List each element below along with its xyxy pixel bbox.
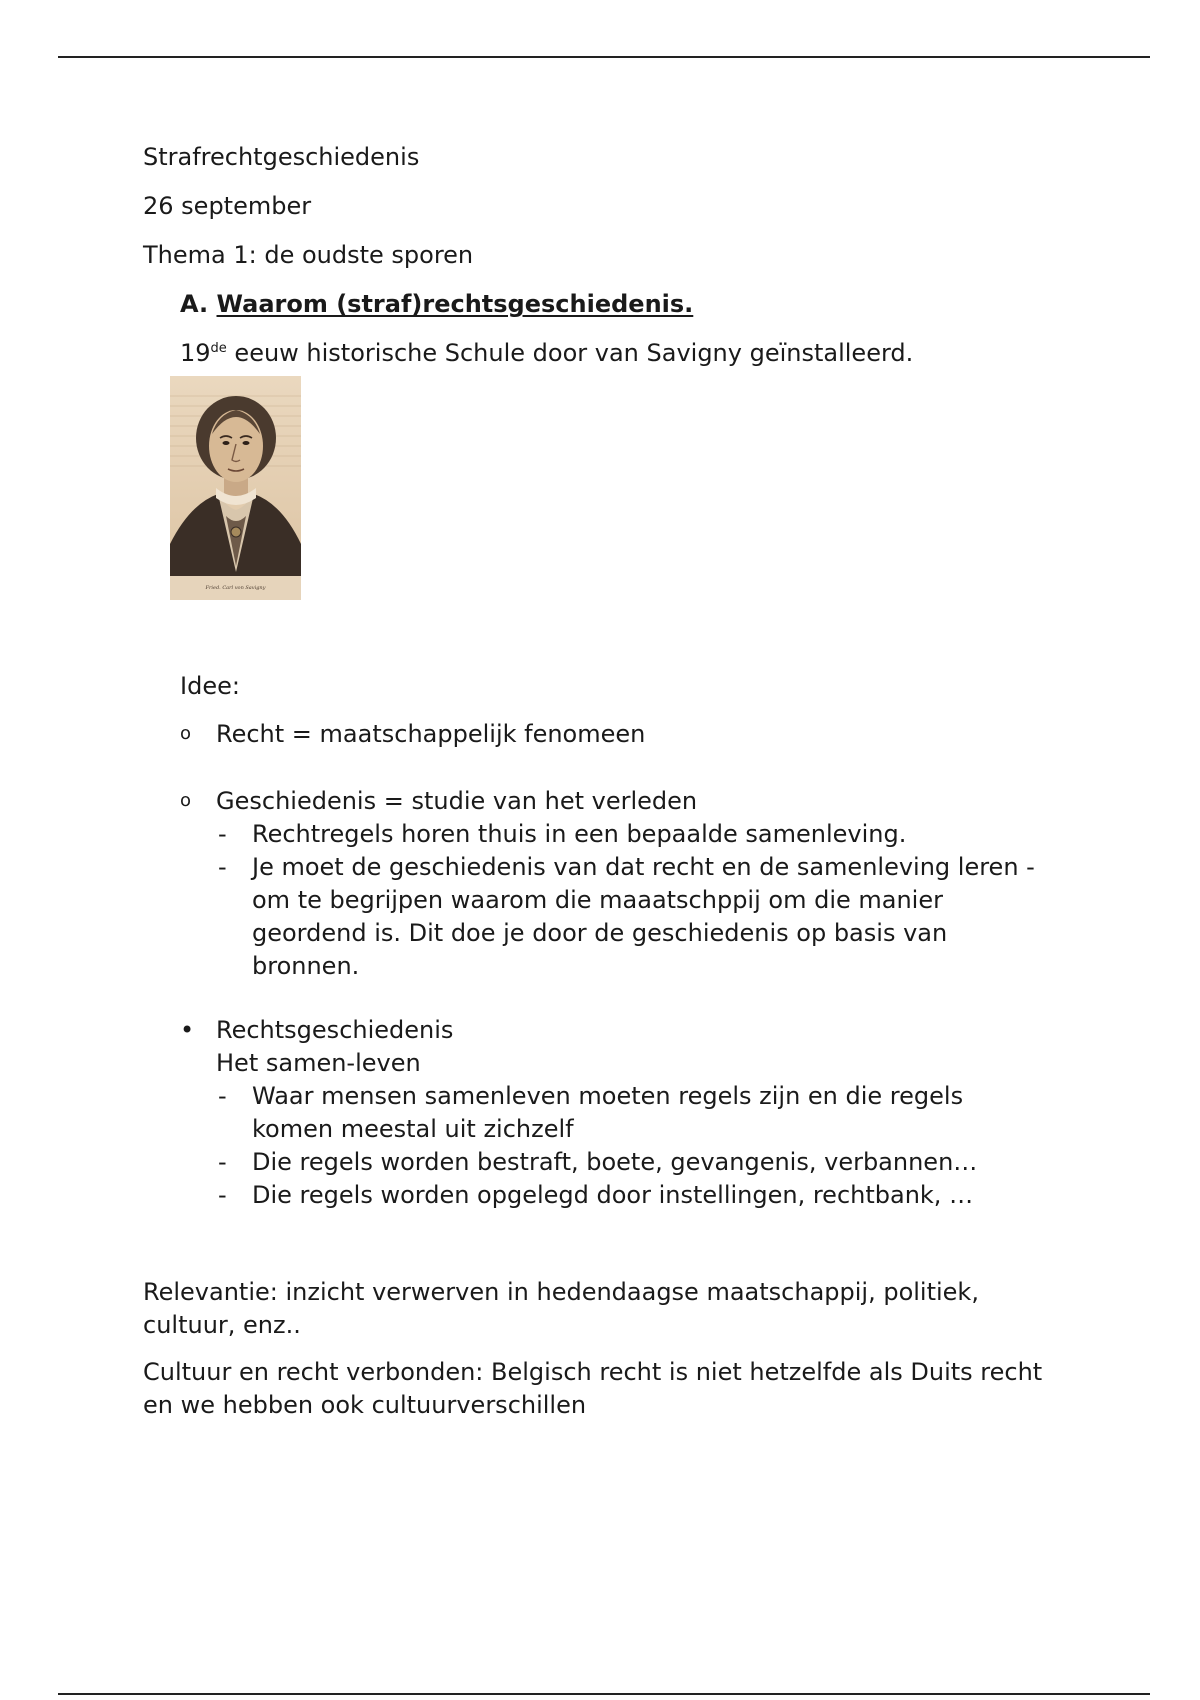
rechtsgeschiedenis-title: Rechtsgeschiedenis: [216, 1016, 454, 1044]
savigny-portrait: [170, 376, 301, 600]
geschiedenis-sub-2-line-2: om te begrijpen waarom die maaatschppij om die manier: [252, 886, 943, 914]
section-a-heading: [180, 288, 693, 320]
rechtsgeschiedenis-sub-3: Die regels worden opgelegd door instellingen, rechtbank, …: [252, 1181, 974, 1209]
top-rule: [58, 56, 1150, 58]
portrait-caption: Fried. Carl von Savigny: [205, 585, 266, 591]
portrait-eye-left: [223, 441, 230, 445]
idee-label: Idee:: [180, 672, 240, 700]
idee-item-geschiedenis: Geschiedenis = studie van het verleden: [216, 787, 698, 815]
geschiedenis-sub-2-line-4: bronnen.: [252, 952, 360, 980]
rechtsgeschiedenis-sub-1-line-2: komen meestal uit zichzelf: [252, 1115, 574, 1143]
rechtsgeschiedenis-subtitle: Het samen-leven: [216, 1049, 421, 1077]
document-title: Strafrechtgeschiedenis: [143, 143, 420, 171]
geschiedenis-sub-1: Rechtregels horen thuis in een bepaalde samenleving.: [252, 820, 907, 848]
dash-bullet-icon: -: [218, 853, 227, 881]
theme-title: Thema 1: de oudste sporen: [143, 241, 474, 269]
portrait-medal: [231, 527, 241, 537]
relevantie-line-1: Relevantie: inzicht verwerven in hedendaagse maatschappij, politiek,: [143, 1278, 979, 1306]
dash-bullet-icon: -: [218, 820, 227, 848]
dash-bullet-icon: -: [218, 1148, 227, 1176]
intro-superscript: de: [210, 341, 227, 356]
document-date: 26 september: [143, 192, 312, 220]
intro-century: 19: [180, 339, 211, 367]
disc-bullet-icon: •: [180, 1016, 195, 1044]
geschiedenis-sub-2-line-3: geordend is. Dit doe je door de geschiedenis op basis van: [252, 919, 948, 947]
cultuur-line-1: Cultuur en recht verbonden: Belgisch recht is niet hetzelfde als Duits recht: [143, 1358, 1043, 1386]
rechtsgeschiedenis-sub-2: Die regels worden bestraft, boete, gevangenis, verbannen…: [252, 1148, 978, 1176]
relevantie-line-2: cultuur, enz..: [143, 1311, 301, 1339]
o-bullet-icon: o: [180, 790, 192, 811]
portrait-eye-right: [243, 441, 250, 445]
cultuur-line-2: en we hebben ook cultuurverschillen: [143, 1391, 587, 1419]
section-a-letter: A.: [180, 290, 209, 318]
idee-item-recht: Recht = maatschappelijk fenomeen: [216, 720, 646, 748]
rechtsgeschiedenis-sub-1-line-1: Waar mensen samenleven moeten regels zijn en die regels: [252, 1082, 964, 1110]
section-a-intro: [180, 337, 913, 369]
dash-bullet-icon: -: [218, 1082, 227, 1110]
section-a-title: Waarom (straf)rechtsgeschiedenis.: [216, 290, 694, 318]
o-bullet-icon: o: [180, 723, 192, 744]
dash-bullet-icon: -: [218, 1181, 227, 1209]
geschiedenis-sub-2-line-1: Je moet de geschiedenis van dat recht en de samenleving leren -: [252, 853, 1035, 881]
bottom-rule: [58, 1693, 1150, 1695]
intro-text: eeuw historische Schule door van Savigny geïnstalleerd.: [226, 339, 914, 367]
